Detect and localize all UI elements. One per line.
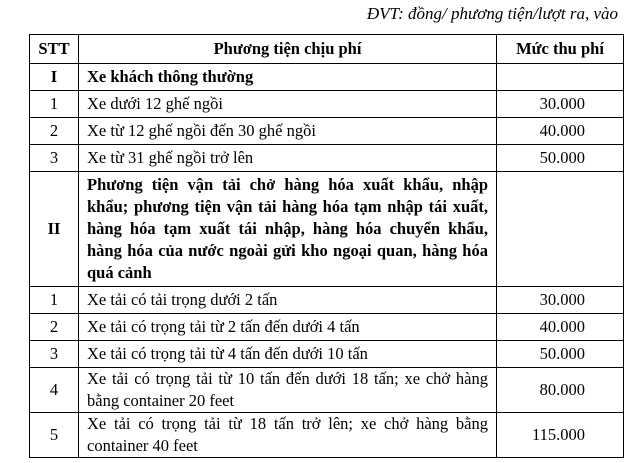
row-stt: 2	[30, 118, 79, 145]
row-fee: 115.000	[497, 413, 624, 458]
table-row	[30, 368, 624, 413]
row-vehicle: Xe tải có tải trọng dưới 2 tấn	[79, 287, 497, 314]
table-row	[30, 287, 624, 314]
table-row	[30, 91, 624, 118]
row-stt: 1	[30, 91, 79, 118]
row-fee: 80.000	[497, 368, 624, 413]
row-fee: 30.000	[497, 287, 624, 314]
table-row	[30, 118, 624, 145]
header-vehicle: Phương tiện chịu phí	[79, 35, 497, 64]
table-row	[30, 413, 624, 458]
row-vehicle: Xe từ 12 ghế ngồi đến 30 ghế ngồi	[79, 118, 497, 145]
header-stt: STT	[30, 35, 79, 64]
row-vehicle: Xe dưới 12 ghế ngồi	[79, 91, 497, 118]
row-stt: 3	[30, 341, 79, 368]
row-stt: 2	[30, 314, 79, 341]
table-row	[30, 64, 624, 91]
row-stt: I	[30, 64, 79, 91]
row-fee: 40.000	[497, 118, 624, 145]
fee-table	[29, 34, 624, 458]
row-stt: 5	[30, 413, 79, 458]
row-fee: 30.000	[497, 91, 624, 118]
row-vehicle: Xe tải có trọng tải từ 18 tấn trở lên; xe chở hàng bằng container 40 feet	[79, 413, 497, 458]
row-stt: 3	[30, 145, 79, 172]
row-vehicle: Xe tải có trọng tải từ 4 tấn đến dưới 10 tấn	[79, 341, 497, 368]
row-stt: 1	[30, 287, 79, 314]
row-fee: 40.000	[497, 314, 624, 341]
unit-note: ĐVT: đồng/ phương tiện/lượt ra, vào	[366, 4, 618, 23]
table-row	[30, 172, 624, 287]
row-vehicle: Xe từ 31 ghế ngồi trở lên	[79, 145, 497, 172]
row-stt: II	[30, 172, 79, 287]
header-row	[30, 35, 624, 64]
row-vehicle: Phương tiện vận tải chở hàng hóa xuất khẩu, nhập khẩu; phương tiện vận tải hàng hóa tạm nhập tái xuất, hàng hóa tạm xuất tái nhập, hàng hóa chuyển khẩu, hàng hóa của nước ngoài gửi kho ngoại quan, hàng hóa quá cảnh	[79, 172, 497, 287]
row-vehicle: Xe tải có trọng tải từ 10 tấn đến dưới 18 tấn; xe chở hàng bằng container 20 feet	[79, 368, 497, 413]
row-vehicle: Xe khách thông thường	[79, 64, 497, 91]
row-vehicle: Xe tải có trọng tải từ 2 tấn đến dưới 4 tấn	[79, 314, 497, 341]
row-fee	[497, 172, 624, 287]
header-fee: Mức thu phí	[497, 35, 624, 64]
row-fee: 50.000	[497, 145, 624, 172]
table-row	[30, 145, 624, 172]
row-fee	[497, 64, 624, 91]
row-fee: 50.000	[497, 341, 624, 368]
table-row	[30, 341, 624, 368]
row-stt: 4	[30, 368, 79, 413]
table-row	[30, 314, 624, 341]
